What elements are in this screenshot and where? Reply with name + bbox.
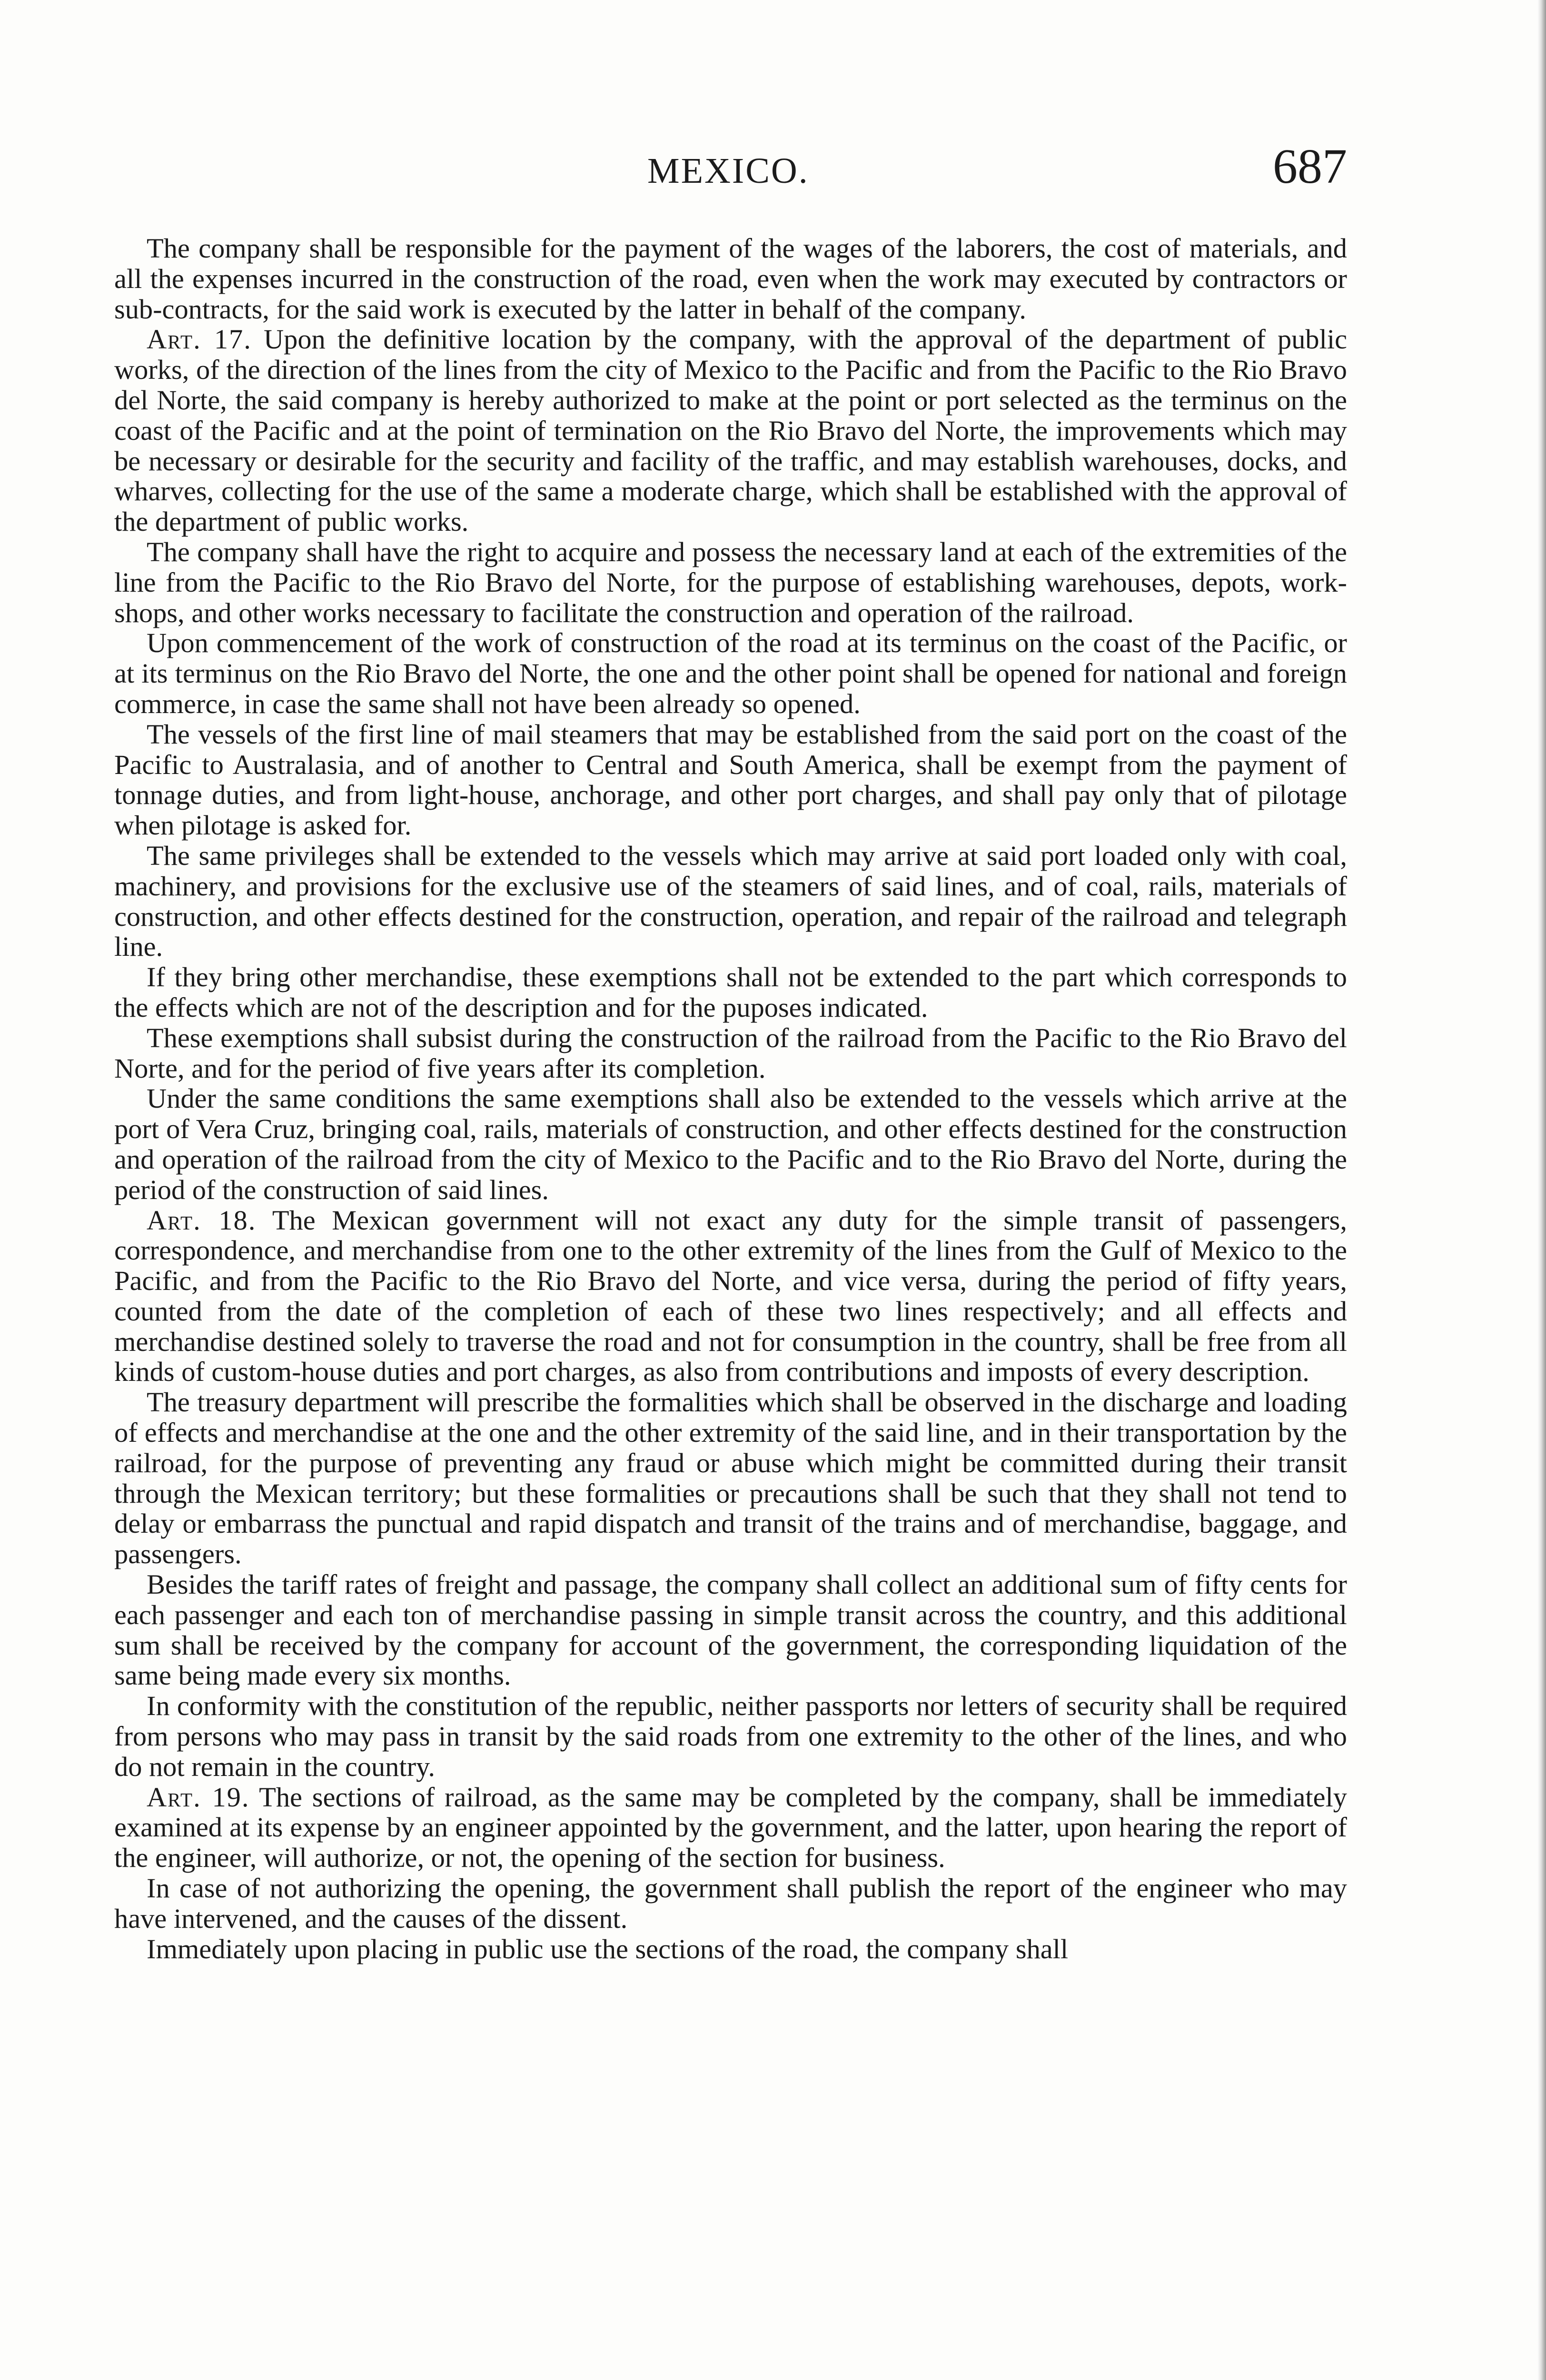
- article-label: Art. 17.: [147, 324, 252, 355]
- body-text: [114, 233, 1347, 1964]
- page-number: 687: [1273, 139, 1347, 194]
- article-19-paragraph: Art. 19. The sections of railroad, as the same may be completed by the company, shall be immediately examined at its expense by an engineer appointed by the government, and the latter, upon hearing the report of the engineer, will authorize, or not, the opening of the section for business.: [114, 1781, 1347, 1874]
- paragraph: Besides the tariff rates of freight and passage, the company shall collect an additional sum of fifty cents for each passenger and each ton of merchandise passing in simple transit across the country, and this additional sum shall be received by the company for account of the government, the corresponding liquidation of the same being made every six months.: [114, 1569, 1347, 1691]
- paragraph: The treasury department will prescribe the formalities which shall be observed in the discharge and loading of effects and merchandise at the one and the other extremity of the said line, and in their transportation by the railroad, for the purpose of preventing any fraud or abuse which might be committed during their transit through the Mexican territory; but these formalities or precautions shall be such that they shall not tend to delay or embarrass the punctual and rapid dispatch and transit of the trains and of merchandise, baggage, and passengers.: [114, 1387, 1347, 1570]
- running-title: MEXICO.: [647, 151, 809, 191]
- paragraph: These exemptions shall subsist during the construction of the railroad from the Pacific to the Rio Bravo del Norte, and for the period of five years after its completion.: [114, 1022, 1347, 1084]
- paragraph: In case of not authorizing the opening, the government shall publish the report of the engineer who may have intervened, and the causes of the dissent.: [114, 1873, 1347, 1934]
- article-17-paragraph: Art. 17. Upon the definitive location by the company, with the approval of the department of public works, of the direction of the lines from the city of Mexico to the Pacific and from the Pacific to the Rio Bravo del Norte, the said company is hereby authorized to make at the point or port selected as the terminus on the coast of the Pacific and at the point of termination on the Rio Bravo del Norte, the improvements which may be necessary or desirable for the security and facility of the traffic, and may establish warehouses, docks, and wharves, collecting for the use of the same a moderate charge, which shall be established with the approval of the department of public works.: [114, 324, 1347, 537]
- paragraph: The company shall have the right to acquire and possess the necessary land at each of the extremities of the line from the Pacific to the Rio Bravo del Norte, for the purpose of establishing warehouses, depots, work-shops, and other works necessary to facilitate the construction and operation of the railroad.: [114, 536, 1347, 628]
- article-label: Art. 19.: [147, 1781, 250, 1813]
- paragraph: Upon commencement of the work of construction of the road at its terminus on the coast of the Pacific, or at its terminus on the Rio Bravo del Norte, the one and the other point shall be opened for national and foreign commerce, in case the same shall not have been already so opened.: [114, 627, 1347, 719]
- paragraph: The vessels of the first line of mail steamers that may be established from the said port on the coast of the Pacific to Australasia, and of another to Central and South America, shall be exempt from the payment of tonnage duties, and from light-house, anchorage, and other port charges, and shall pay only that of pilotage when pilotage is asked for.: [114, 718, 1347, 841]
- paragraph: The same privileges shall be extended to the vessels which may arrive at said port loaded only with coal, machinery, and provisions for the exclusive use of the steamers of said lines, and of coal, rails, materials of construction, and other effects destined for the construction, operation, and repair of the railroad and telegraph line.: [114, 840, 1347, 962]
- paragraph: In conformity with the constitution of the republic, neither passports nor letters of security shall be required from persons who may pass in transit by the said roads from one extremity to the other of the lines, and who do not remain in the country.: [114, 1690, 1347, 1782]
- paragraph: Immediately upon placing in public use the sections of the road, the company shall: [147, 1933, 1069, 1964]
- paragraph: The company shall be responsible for the payment of the wages of the laborers, the cost of materials, and all the expenses incurred in the construction of the road, even when the work may executed by contractors or sub-contracts, for the said work is executed by the latter in behalf of the company.: [114, 233, 1347, 325]
- paragraph: Under the same conditions the same exemptions shall also be extended to the vessels which arrive at the port of Vera Cruz, bringing coal, rails, materials of construction, and other effects destined for the construction and operation of the railroad from the city of Mexico to the Pacific and to the Rio Bravo del Norte, during the period of the construction of said lines.: [114, 1083, 1347, 1205]
- page-header: [114, 138, 1352, 200]
- article-label: Art. 18.: [147, 1204, 257, 1236]
- article-18-paragraph: Art. 18. The Mexican government will not exact any duty for the simple transit of passengers, correspondence, and merchandise from one to the other extremity of the lines from the Gulf of Mexico to the Pacific, and from the Pacific to the Rio Bravo del Norte, and vice versa, during the period of fifty years, counted from the date of the completion of each of these two lines respectively; and all effects and merchandise destined solely to traverse the road and not for consumption in the country, shall be free from all kinds of custom-house duties and port charges, as also from contributions and imposts of every description.: [114, 1204, 1347, 1388]
- paragraph: If they bring other merchandise, these exemptions shall not be extended to the part which corresponds to the effects which are not of the description and for the puposes indicated.: [114, 962, 1347, 1023]
- page-edge-shadow: [1537, 0, 1546, 2380]
